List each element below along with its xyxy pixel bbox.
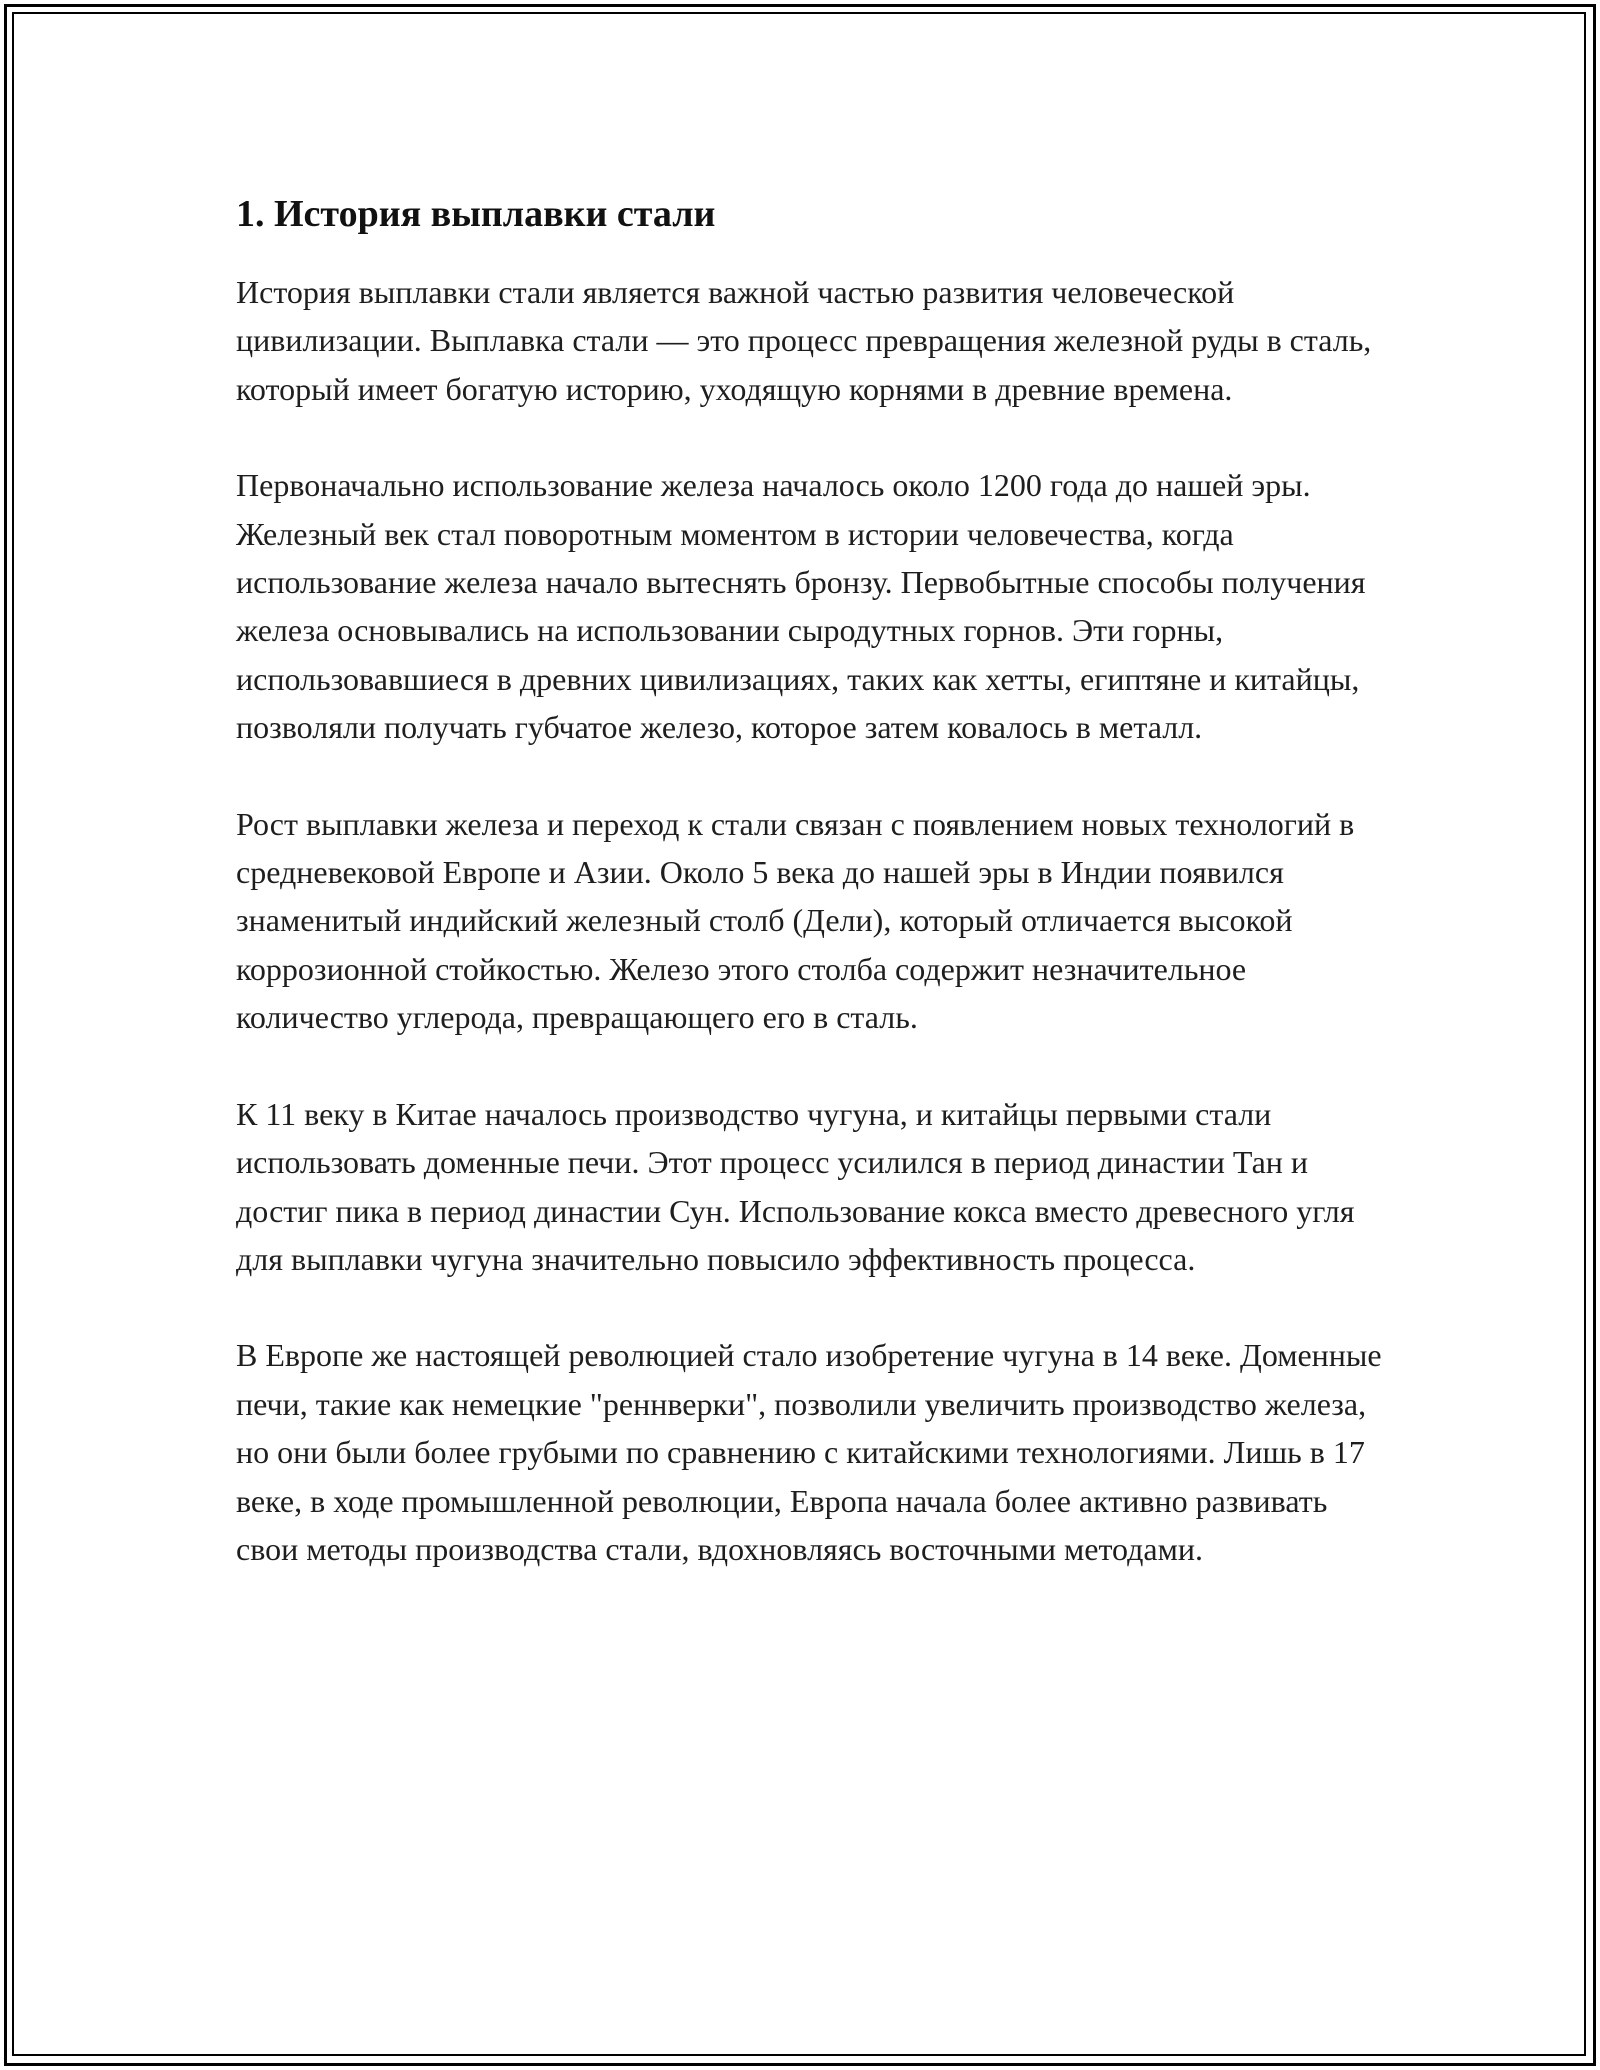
paragraph-iron-age: Первоначально использование железа началось около 1200 года до нашей эры. Железный век стал поворотным моментом в истории человечества, когда использование железа начало вытеснять бронзу. Первобытные способы получения железа основывались на использовании сыродутных горнов. Эти горны, использовавшиеся в древних цивилизациях, таких как хетты, египтяне и китайцы, позволяли получать губчатое железо, которое затем ковалось в металл.: [236, 467, 1366, 746]
section-heading: 1. История выплавки стали: [236, 193, 716, 235]
paragraph-china-cast-iron: К 11 веку в Китае началось производство чугуна, и китайцы первыми стали использовать доменные печи. Этот процесс усилился в период династии Тан и достиг пика в период династии Сун. Использование кокса вместо древесного угля для выплавки чугуна значительно повысило эффективность процесса.: [236, 1095, 1355, 1277]
paragraph-europe-cast-iron: В Европе же настоящей революцией стало изобретение чугуна в 14 веке. Доменные печи, такие как немецкие "реннверки", позволили увеличить производство железа, но они были более грубыми по сравнению с китайскими технологиями. Лишь в 17 веке, в ходе промышленной революции, Европа начала более активно развивать свои методы производства стали, вдохновляясь восточными методами.: [236, 1337, 1382, 1567]
document-body: [236, 186, 1386, 1621]
paragraph-medieval-steel: Рост выплавки железа и переход к стали связан с появлением новых технологий в средневековой Европе и Азии. Около 5 века до нашей эры в Индии появился знаменитый индийский железный столб (Дели), который отличается высокой коррозионной стойкостью. Железо этого столба содержит незначительное количество углерода, превращающего его в сталь.: [236, 805, 1355, 1036]
paragraph-intro: История выплавки стали является важной частью развития человеческой цивилизации. Выплавка стали — это процесс превращения железной руды в сталь, который имеет богатую историю, уходящую корнями в древние времена.: [236, 274, 1372, 407]
